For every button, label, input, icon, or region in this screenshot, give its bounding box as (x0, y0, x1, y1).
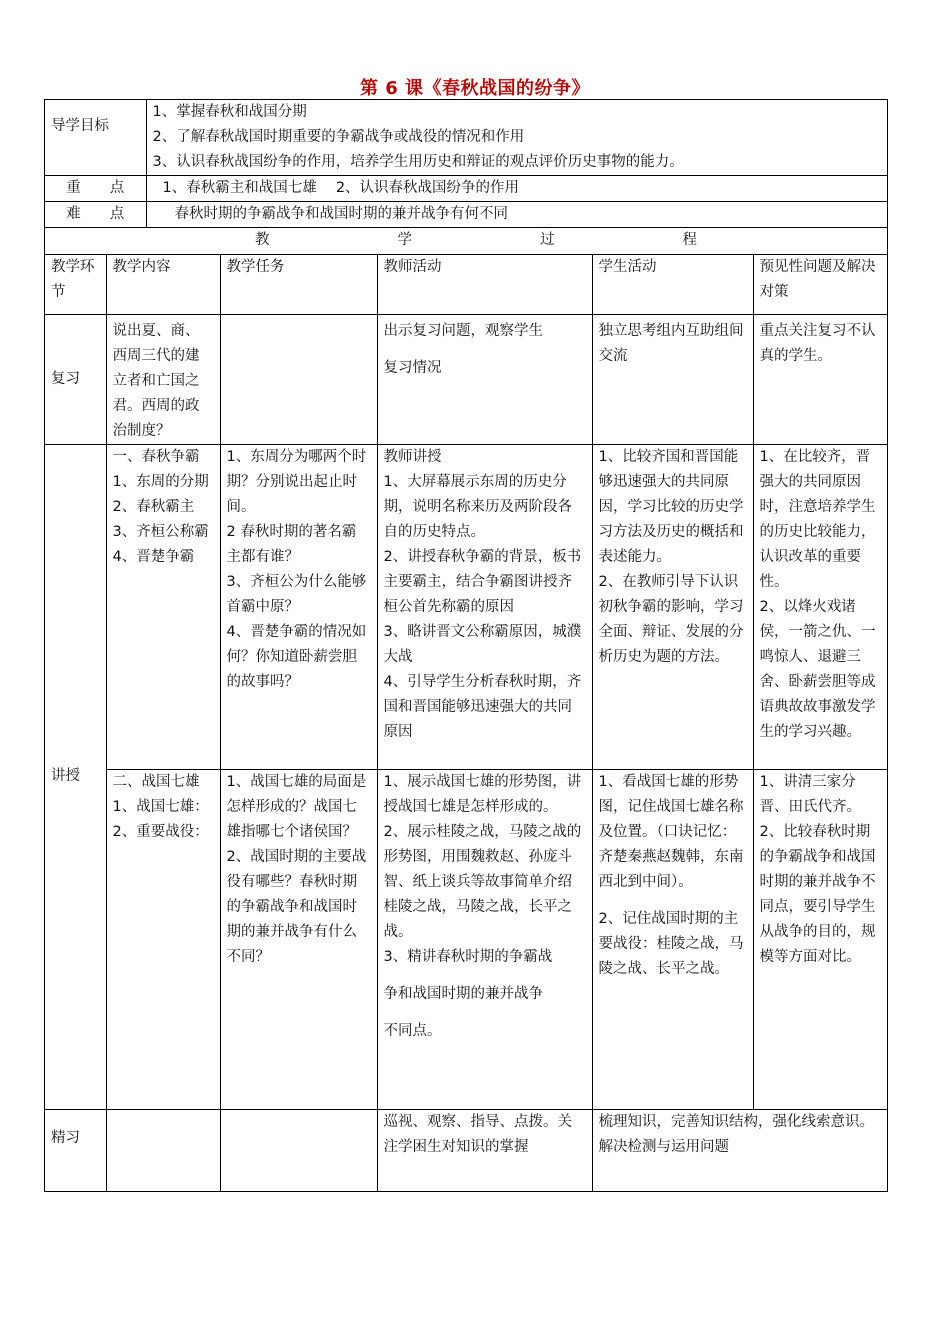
key-label: 重 点 (45, 176, 146, 202)
lecture-part2-content: 二、战国七雄 1、战国七雄： 2、重要战役： (106, 769, 220, 1109)
stage-practice: 精习 (45, 1109, 106, 1191)
process-title-char: 程 (682, 232, 697, 249)
lesson-plan-table (44, 99, 888, 1192)
lecture-part1-strategy: 1、在比较齐，晋强大的共同原因时，注意培养学生的历史比较能力，认识改革的重要性。 2、以烽火戏诸侯，一箭之仇、一鸣惊人、退避三舍、卧薪尝胆等成语典故故事激发学生的学习兴趣。 (753, 444, 887, 769)
difficulty-points: 春秋时期的争霸战争和战国时期的兼并战争有何不同 (146, 202, 887, 228)
practice-tasks (220, 1109, 377, 1191)
review-strategy: 重点关注复习不认真的学生。 (753, 314, 887, 444)
stage-lecture: 讲授 (45, 444, 106, 1109)
practice-student: 梳理知识，完善知识结构，强化线索意识。解决检测与运用问题 (592, 1109, 887, 1191)
process-title-char: 教 (255, 232, 270, 249)
page-title: 第 6 课《春秋战国的纷争》 (359, 78, 591, 99)
lecture-part1-student: 1、比较齐国和晋国能够迅速强大的共同原因，学习比较的历史学习方法及历史的概括和表述能力。 2、在教师引导下认识初秋争霸的影响，学习全面、辩证、发展的分析历史为题的方法。 (592, 444, 753, 769)
process-header (45, 228, 887, 254)
goal-label: 导学目标 (45, 100, 146, 176)
process-title-char: 过 (540, 232, 555, 249)
goal-item: 1、掌握春秋和战国分期 (152, 104, 307, 120)
practice-content (106, 1109, 220, 1191)
lecture-part1-teacher: 教师讲授 1、大屏幕展示东周的历史分期，说明名称来历及两阶段各自的历史特点。 2、讲授春秋争霸的背景，板书主要霸主，结合争霸图讲授齐桓公首先称霸的原因 3、略讲晋文公称霸原因，城濮大战 4、引导学生分析春秋时期，齐国和晋国能够迅速强大的共同原因 (377, 444, 592, 769)
column-header-student: 学生活动 (592, 254, 753, 314)
column-header-stage: 教学环节 (45, 254, 106, 314)
review-teacher: 出示复习问题，观察学生 复习情况 (377, 314, 592, 444)
column-header-strategy: 预见性问题及解决对策 (753, 254, 887, 314)
difficulty-label: 难 点 (45, 202, 146, 228)
lecture-part2-teacher: 1、展示战国七雄的形势图，讲授战国七雄是怎样形成的。 2、展示桂陵之战，马陵之战的形势图，用围魏救赵、孙庞斗智、纸上谈兵等故事简单介绍桂陵之战，马陵之战，长平之战。 3、精讲春秋时期的争霸战 争和战国时期的兼并战争 不同点。 (377, 769, 592, 1109)
lecture-part2-tasks: 1、战国七雄的局面是怎样形成的？战国七雄指哪七个诸侯国？ 2、战国时期的主要战役有哪些？春秋时期的争霸战争和战国时期的兼并战争有什么不同？ (220, 769, 377, 1109)
column-header-teacher: 教师活动 (377, 254, 592, 314)
lecture-part2-student: 1、看战国七雄的形势图，记住战国七雄名称及位置。（口诀记忆：齐楚秦燕赵魏韩，东南西北到中间）。 2、记住战国时期的主要战役：桂陵之战，马陵之战、长平之战。 (592, 769, 753, 1109)
lecture-part1-content: 一、春秋争霸 1、东周的分期 2、春秋霸主 3、齐桓公称霸 4、晋楚争霸 (106, 444, 220, 769)
lecture-part2-strategy: 1、讲清三家分晋、田氏代齐。 2、比较春秋时期的争霸战争和战国时期的兼并战争不同点，要引导学生从战争的目的，规模等方面对比。 (753, 769, 887, 1109)
process-table (45, 228, 887, 1191)
objectives-table (45, 100, 887, 228)
review-content: 说出夏、商、西周三代的建立者和亡国之君。西周的政治制度？ (106, 314, 220, 444)
key-points: 1、春秋霸主和战国七雄 2、认识春秋战国纷争的作用 (146, 176, 887, 202)
lecture-part1-tasks: 1、东周分为哪两个时期？分别说出起止时间。 2 春秋时期的著名霸主都有谁？ 3、齐桓公为什么能够首霸中原？ 4、晋楚争霸的情况如何？你知道卧薪尝胆的故事吗？ (220, 444, 377, 769)
stage-review: 复习 (45, 314, 106, 444)
column-header-content: 教学内容 (106, 254, 220, 314)
goal-item: 2、了解春秋战国时期重要的争霸战争或战役的情况和作用 (152, 129, 525, 145)
column-header-tasks: 教学任务 (220, 254, 377, 314)
review-tasks (220, 314, 377, 444)
goal-list (146, 100, 887, 176)
goal-item: 3、认识春秋战国纷争的作用，培养学生用历史和辩证的观点评价历史事物的能力。 (152, 154, 684, 170)
process-title-char: 学 (397, 232, 412, 249)
review-student: 独立思考组内互助组间交流 (592, 314, 753, 444)
practice-teacher: 巡视、观察、指导、点拨。关注学困生对知识的掌握 (377, 1109, 592, 1191)
